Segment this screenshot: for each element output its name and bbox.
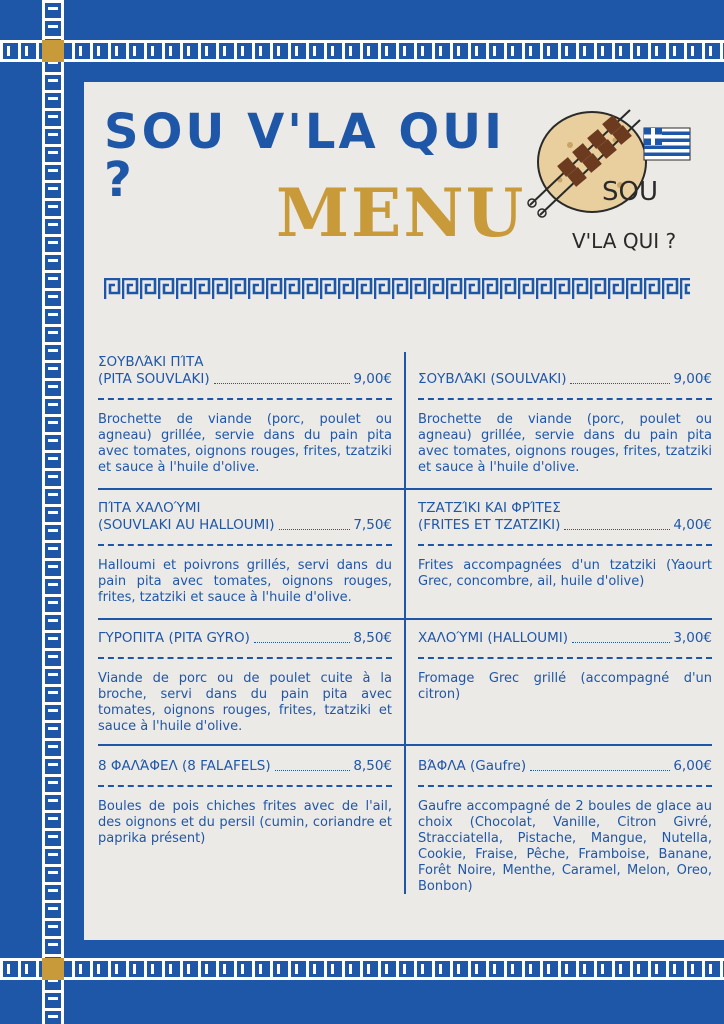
item-description: Fromage Grec grillé (accompagné d'un citron): [418, 671, 712, 702]
bottom-greek-key-border: [0, 958, 724, 980]
column-divider: [404, 352, 406, 894]
item-price: 9,00€: [673, 371, 712, 387]
item-price: 4,00€: [673, 517, 712, 533]
item-description: Frites accompagnées d'un tzatziki (Yaourt Grec, concombre, ail, huile d'olive): [418, 558, 712, 589]
item-description: Brochette de viande (porc, poulet ou agneau) grillée, servie dans du pain pita avec tomates, oignons rouges, frites, tzatziki et sauce à l'huile d'olive.: [98, 412, 392, 475]
item-name: ΓΥΡΟΠΙΤΑ (PITA GYRO): [98, 630, 250, 646]
item-price: 3,00€: [673, 630, 712, 646]
gold-corner-square-bottom: [42, 958, 64, 980]
item-description: Brochette de viande (porc, poulet ou agneau) grillée, servie dans du pain pita avec tomates, oignons rouges, frites, tzatziki et sauce à l'huile d'olive.: [418, 412, 712, 475]
item-price: 9,00€: [353, 371, 392, 387]
logo-vla-qui-text: V'LA QUI ?: [572, 229, 677, 253]
logo-sou-text: SOU: [602, 177, 658, 207]
row-separator: [98, 744, 712, 746]
menu-item-pita-gyro: [98, 630, 392, 735]
item-price: 6,00€: [673, 758, 712, 774]
gold-corner-square-top: [42, 40, 64, 62]
menu-item-pita-souvlaki: [98, 354, 392, 476]
greek-flag-icon: [644, 128, 690, 160]
item-description: Viande de porc ou de poulet cuite à la broche, servi dans du pain pita avec tomates, oignons rouges, frites, tzatziki et sauce à l'huile d'olive.: [98, 671, 392, 734]
item-description: Halloumi et poivrons grillés, servi dans du pain pita avec tomates, oignons rouges, frites, tzatziki et sauce à l'huile d'olive.: [98, 558, 392, 605]
restaurant-title: SOU V'LA QUI ?: [104, 104, 505, 208]
item-description: Gaufre accompagné de 2 boules de glace au choix (Chocolat, Vanille, Citron Givré, Stracciatella, Pistache, Mangue, Nutella, Cookie, Fraise, Pêche, Framboise, Banane, Forêt Noire, Menthe, Caramel, Melon, Oreo, Bonbon): [418, 799, 712, 894]
menu-item-halloumi: [418, 630, 712, 703]
menu-heading: MENU: [276, 174, 526, 252]
menu-item-souvlaki-halloumi: [98, 500, 392, 606]
item-greek-name: ΤΖΑΤΖΊΚΙ ΚΑΙ ΦΡΊΤΕΣ: [418, 500, 561, 516]
top-greek-key-border: [0, 40, 724, 62]
menu-item-souvlaki: [418, 371, 712, 476]
row-separator: [98, 618, 712, 620]
restaurant-logo: [520, 100, 700, 260]
item-name: ΧΑΛΟΎΜΙ (HALLOUMI): [418, 630, 569, 646]
item-name: ΣΟΥΒΛΆΚΙ (SOULVAKI): [418, 371, 567, 387]
item-name: (FRITES ET TZATZIKI): [418, 517, 561, 533]
item-description: Boules de pois chiches frites avec de l'ail, des oignons et du persil (cumin, coriandre et paprika présent): [98, 799, 392, 846]
menu-item-falafels: [98, 758, 392, 847]
left-greek-key-border: [42, 0, 64, 1024]
item-name: 8 ΦΑΛΆΦΕΛ (8 FALAFELS): [98, 758, 271, 774]
menu-item-frites-tzatziki: [418, 500, 712, 590]
item-price: 8,50€: [353, 630, 392, 646]
item-name: (SOUVLAKI AU HALLOUMI): [98, 517, 275, 533]
item-name: (PITA SOUVLAKI): [98, 371, 210, 387]
item-price: 8,50€: [353, 758, 392, 774]
item-greek-name: ΠΊΤΑ ΧΑΛΟΎΜΙ: [98, 500, 201, 516]
item-name: ΒΆΦΛΑ (Gaufre): [418, 758, 527, 774]
row-separator: [98, 488, 712, 490]
item-greek-name: ΣΟΥΒΛΆΚΙ ΠΊΤΑ: [98, 354, 204, 370]
greek-key-divider: [104, 278, 690, 300]
item-price: 7,50€: [353, 517, 392, 533]
menu-item-gaufre: [418, 758, 712, 895]
